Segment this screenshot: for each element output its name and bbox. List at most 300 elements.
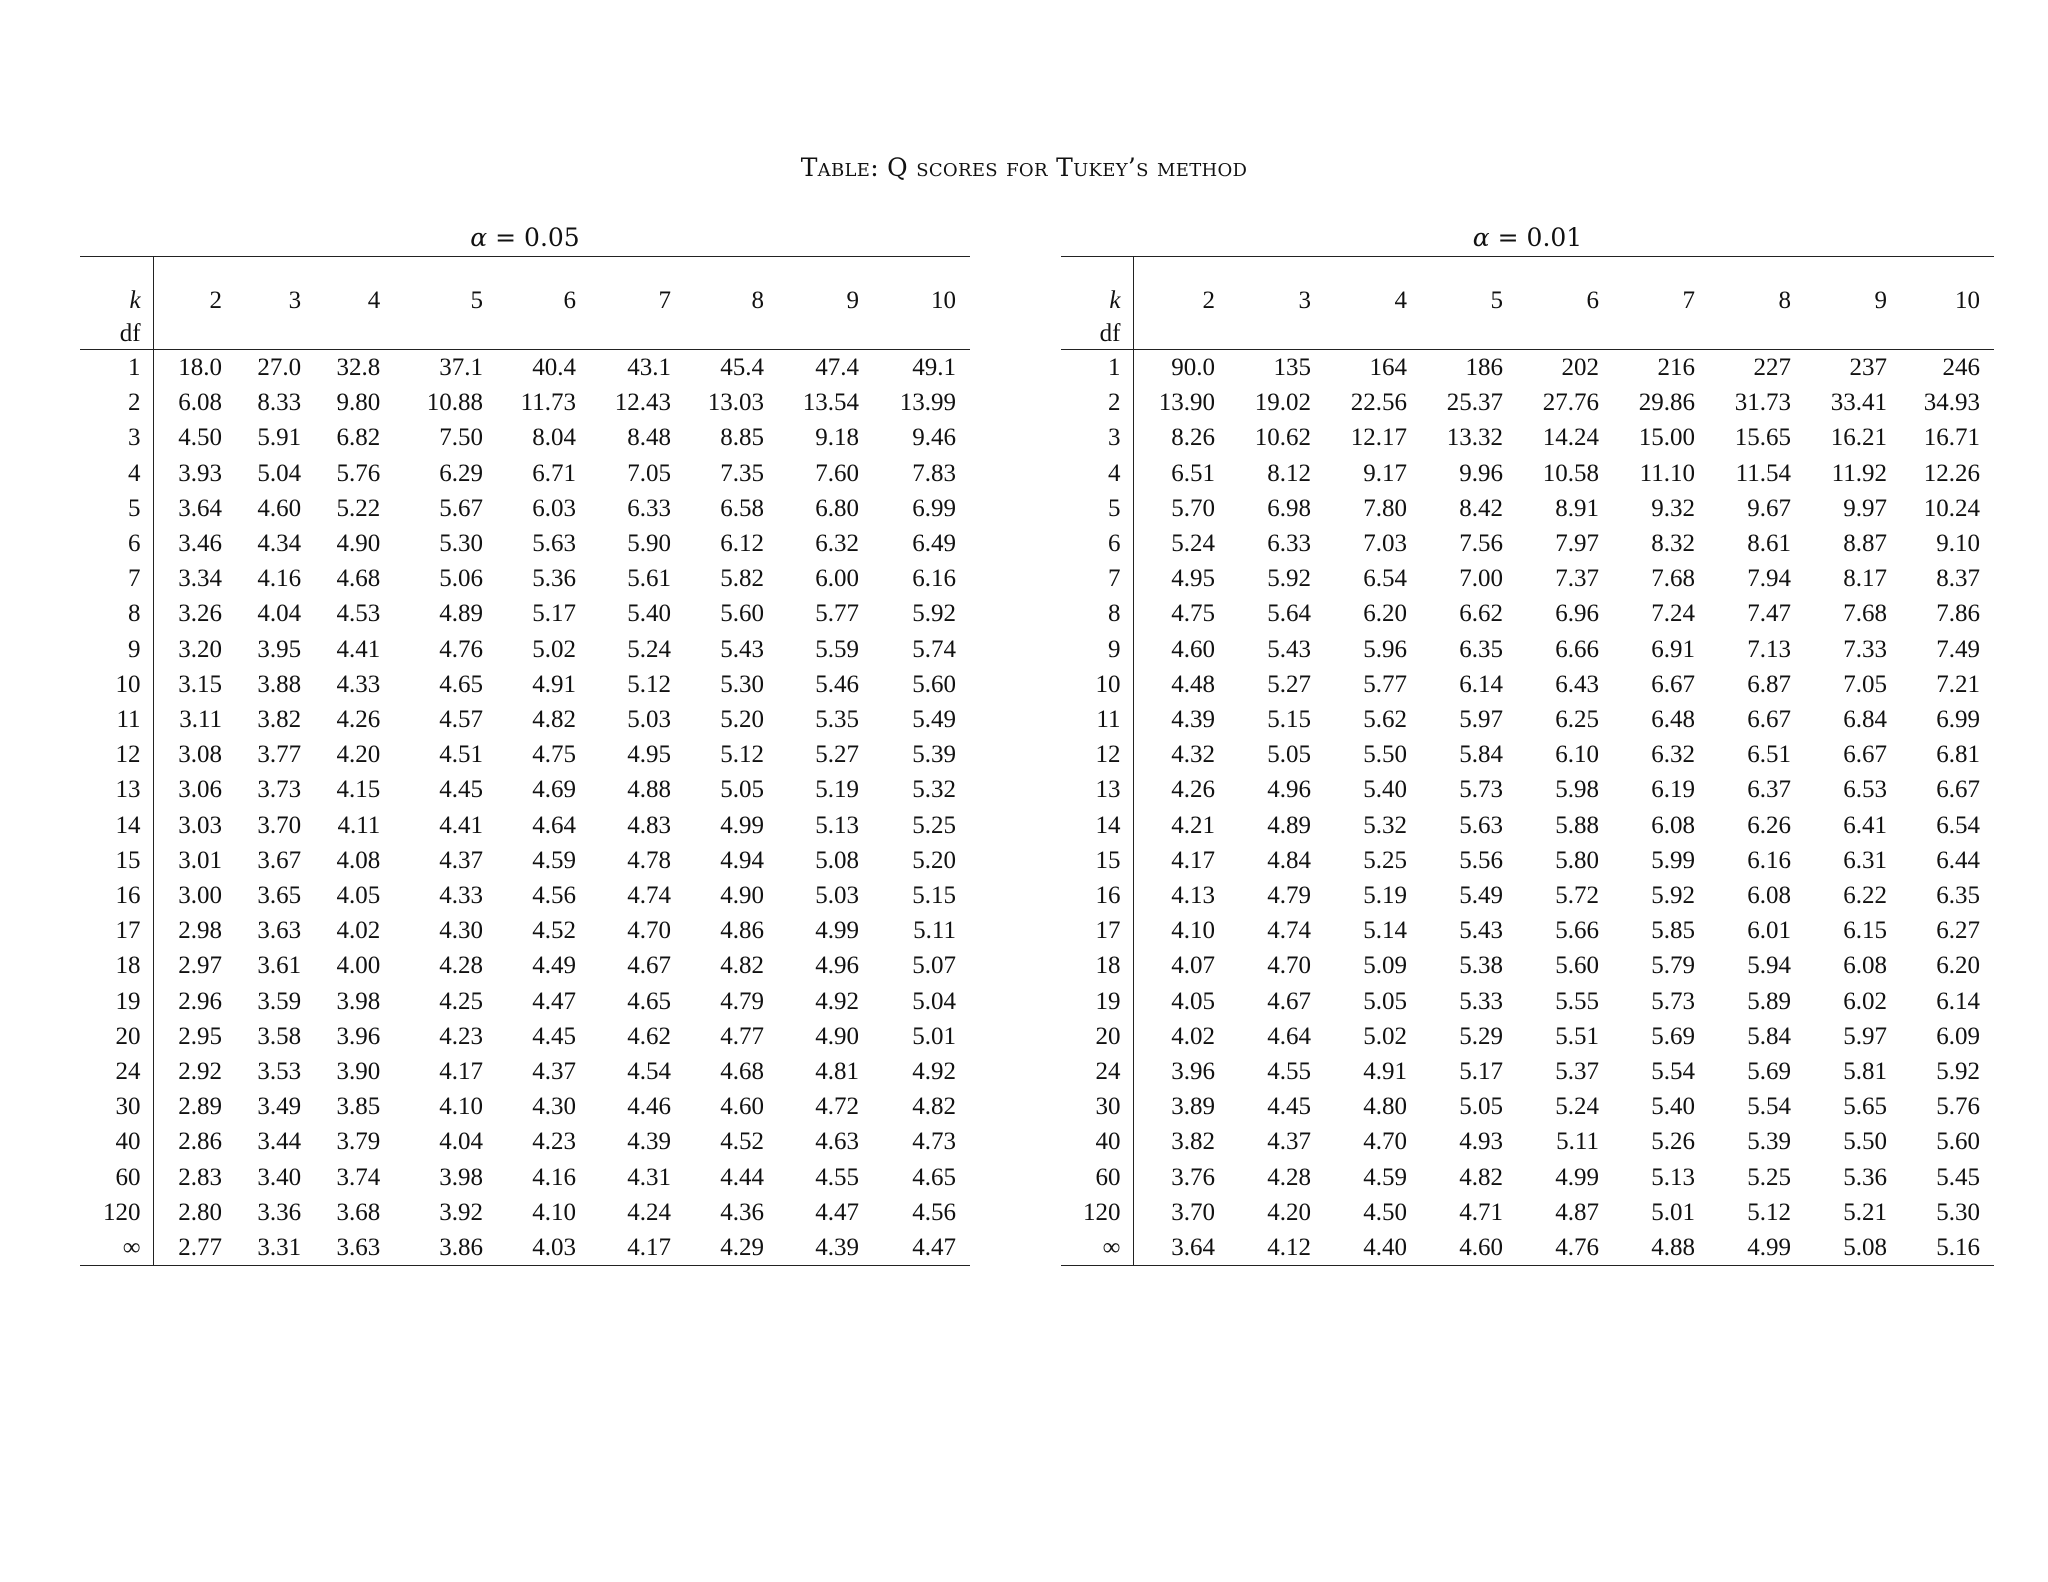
q-score: 13.90 xyxy=(1158,389,1215,417)
q-score: 6.99 xyxy=(912,494,956,522)
page-title xyxy=(0,153,2048,182)
q-score: 4.21 xyxy=(1171,811,1215,839)
q-score: 7.97 xyxy=(1555,530,1599,558)
q-score: 5.36 xyxy=(532,565,576,593)
q-score: 3.82 xyxy=(257,706,302,734)
k-label: k xyxy=(80,257,153,319)
q-score: 19.02 xyxy=(1254,389,1311,417)
q-score: 4.96 xyxy=(1267,776,1311,804)
table-row xyxy=(1061,632,1994,667)
q-score: 4.99 xyxy=(720,811,765,839)
q-score: 32.8 xyxy=(336,354,381,381)
q-score: 6.49 xyxy=(912,530,956,558)
df-value: 20 xyxy=(80,1019,153,1054)
q-score: 4.75 xyxy=(532,741,576,769)
df-spacer xyxy=(394,319,497,350)
q-score: 5.39 xyxy=(1747,1128,1791,1156)
q-score: 6.29 xyxy=(439,459,483,487)
df-value: 120 xyxy=(1061,1195,1133,1230)
q-score: 4.55 xyxy=(1267,1058,1311,1086)
table-row xyxy=(80,491,970,526)
q-score: 3.03 xyxy=(178,811,223,839)
q-score: 5.08 xyxy=(815,846,860,874)
q-score: 5.84 xyxy=(1459,741,1503,769)
q-score: 5.17 xyxy=(1459,1058,1503,1086)
k-value: 9 xyxy=(846,287,860,314)
q-score: 5.40 xyxy=(1363,776,1407,804)
q-score: 43.1 xyxy=(627,354,671,381)
q-score: 6.16 xyxy=(912,565,956,593)
q-score: 4.89 xyxy=(1267,811,1311,839)
q-score: 3.89 xyxy=(1171,1093,1215,1121)
q-score: 6.14 xyxy=(1459,670,1503,698)
q-score: 4.16 xyxy=(257,565,302,593)
q-score: 4.65 xyxy=(912,1163,956,1191)
q-score: 4.17 xyxy=(1171,846,1215,874)
df-spacer xyxy=(873,319,970,350)
q-score: 4.96 xyxy=(815,952,860,980)
q-score: 5.03 xyxy=(815,882,860,910)
q-score: 4.64 xyxy=(1267,1022,1311,1050)
df-spacer xyxy=(1901,319,1994,350)
k-value: 9 xyxy=(1874,287,1887,314)
q-score: 202 xyxy=(1561,354,1599,381)
q-score: 3.06 xyxy=(178,776,223,804)
q-score: 5.94 xyxy=(1747,952,1791,980)
q-score: 6.19 xyxy=(1651,776,1695,804)
q-score: 4.90 xyxy=(815,1022,860,1050)
q-score: 4.99 xyxy=(815,917,860,945)
q-score: 7.13 xyxy=(1747,635,1791,663)
q-score: 6.14 xyxy=(1936,987,1980,1015)
q-score: 3.31 xyxy=(236,1230,315,1266)
q-score: 5.97 xyxy=(1843,1022,1887,1050)
q-score: 3.77 xyxy=(257,741,302,769)
q-score: 5.97 xyxy=(1459,706,1503,734)
q-score: 4.62 xyxy=(627,1022,671,1050)
q-score: 5.17 xyxy=(532,600,576,628)
q-score: 3.95 xyxy=(257,635,302,663)
q-score: 4.04 xyxy=(439,1128,483,1156)
q-score: 4.45 xyxy=(439,776,483,804)
q-score: 4.32 xyxy=(1171,741,1215,769)
k-value: 4 xyxy=(1394,287,1407,314)
q-score: 4.82 xyxy=(720,952,765,980)
q-score: 5.49 xyxy=(912,706,956,734)
k-value: 8 xyxy=(1778,287,1791,314)
q-score: 3.74 xyxy=(336,1163,381,1191)
q-score: 4.25 xyxy=(439,987,483,1015)
q-score: 5.45 xyxy=(1936,1163,1980,1191)
q-score: 9.46 xyxy=(912,424,956,452)
q-score: 2.83 xyxy=(178,1163,223,1191)
q-score: 3.93 xyxy=(178,459,223,487)
table-row xyxy=(80,984,970,1019)
q-score: 7.33 xyxy=(1843,635,1887,663)
df-value: 30 xyxy=(80,1089,153,1124)
q-score: 6.41 xyxy=(1843,811,1887,839)
q-score: 4.13 xyxy=(1171,882,1215,910)
df-value: 30 xyxy=(1061,1089,1133,1124)
q-score: 7.24 xyxy=(1651,600,1695,628)
q-score: 3.70 xyxy=(1171,1198,1215,1226)
q-score: 5.50 xyxy=(1843,1128,1887,1156)
q-score: 5.25 xyxy=(1747,1163,1791,1191)
df-value: 17 xyxy=(1061,913,1133,948)
q-score: 6.20 xyxy=(1363,600,1407,628)
df-value: 12 xyxy=(80,737,153,772)
q-score: 4.76 xyxy=(439,635,483,663)
q-score: 4.24 xyxy=(627,1198,671,1226)
q-score: 5.63 xyxy=(532,530,576,558)
q-score: 6.51 xyxy=(1171,459,1215,487)
q-score: 8.32 xyxy=(1651,530,1695,558)
df-value: 9 xyxy=(80,632,153,667)
q-score: 5.30 xyxy=(1936,1198,1980,1226)
q-score: 4.49 xyxy=(532,952,576,980)
table-row xyxy=(80,385,970,420)
q-score: 5.80 xyxy=(1555,846,1599,874)
q-score: 7.68 xyxy=(1843,600,1887,628)
table-row xyxy=(80,948,970,983)
alpha-value: = 0.01 xyxy=(1497,223,1583,252)
q-score: 5.22 xyxy=(336,494,381,522)
df-value: 2 xyxy=(80,385,153,420)
q-score: 6.66 xyxy=(1555,635,1599,663)
q-score: 4.28 xyxy=(1267,1163,1311,1191)
q-score: 5.38 xyxy=(1459,952,1503,980)
q-score: 5.02 xyxy=(532,635,576,663)
q-score: 4.17 xyxy=(439,1058,483,1086)
q-score: 3.92 xyxy=(439,1198,483,1226)
q-score: 9.10 xyxy=(1936,530,1980,558)
q-score: 3.64 xyxy=(178,494,223,522)
table-row xyxy=(1061,491,1994,526)
q-score: 5.11 xyxy=(1556,1128,1599,1156)
df-spacer xyxy=(1325,319,1421,350)
q-score: 4.34 xyxy=(257,530,302,558)
q-score: 4.50 xyxy=(1363,1198,1407,1226)
q-score: 9.97 xyxy=(1843,494,1887,522)
q-score: 4.16 xyxy=(532,1163,576,1191)
q-score: 6.80 xyxy=(815,494,860,522)
q-table xyxy=(80,256,970,1266)
table-row xyxy=(1061,420,1994,455)
table-row xyxy=(1061,1160,1994,1195)
table-row xyxy=(80,737,970,772)
q-score: 8.61 xyxy=(1747,530,1791,558)
q-score: 37.1 xyxy=(439,354,483,381)
q-score: 4.89 xyxy=(439,600,483,628)
df-value: 5 xyxy=(80,491,153,526)
q-score: 6.09 xyxy=(1936,1022,1980,1050)
k-value: 2 xyxy=(209,287,223,314)
q-score: 4.99 xyxy=(1709,1230,1805,1266)
table-row xyxy=(1061,843,1994,878)
q-score: 7.05 xyxy=(1843,670,1887,698)
table-row xyxy=(1061,878,1994,913)
q-score: 4.10 xyxy=(439,1093,483,1121)
q-score: 4.55 xyxy=(815,1163,860,1191)
q-score: 6.16 xyxy=(1747,846,1791,874)
df-spacer xyxy=(590,319,685,350)
q-score: 216 xyxy=(1657,354,1695,381)
q-score: 34.93 xyxy=(1923,389,1980,417)
q-score: 3.67 xyxy=(257,846,302,874)
k-value: 4 xyxy=(367,287,381,314)
q-score: 5.92 xyxy=(1936,1058,1980,1086)
df-value: 19 xyxy=(1061,984,1133,1019)
q-score: 2.97 xyxy=(178,952,223,980)
k-value: 5 xyxy=(1490,287,1503,314)
q-score: 5.02 xyxy=(1363,1022,1407,1050)
table-row xyxy=(80,1230,970,1266)
df-value: 15 xyxy=(1061,843,1133,878)
q-score: 246 xyxy=(1942,354,1980,381)
table-row xyxy=(1061,913,1994,948)
q-score: 5.16 xyxy=(1901,1230,1994,1266)
df-spacer xyxy=(685,319,778,350)
q-score: 4.26 xyxy=(336,706,381,734)
q-score: 4.12 xyxy=(1229,1230,1325,1266)
k-value: 7 xyxy=(658,287,671,314)
q-score: 5.11 xyxy=(913,917,956,945)
q-score: 5.20 xyxy=(720,706,765,734)
q-score: 7.83 xyxy=(912,459,956,487)
table-row xyxy=(1061,667,1994,702)
q-score: 4.86 xyxy=(720,917,765,945)
q-score: 8.12 xyxy=(1267,459,1311,487)
q-score: 6.81 xyxy=(1936,741,1980,769)
q-score: 10.88 xyxy=(426,389,483,417)
q-score: 5.12 xyxy=(627,670,671,698)
table-row xyxy=(80,350,970,386)
q-score: 18.0 xyxy=(178,354,223,381)
q-score: 5.33 xyxy=(1459,987,1503,1015)
table-row xyxy=(80,632,970,667)
q-score: 4.75 xyxy=(1171,600,1215,628)
q-score: 5.72 xyxy=(1555,882,1599,910)
df-value: ∞ xyxy=(1061,1230,1133,1266)
table-row xyxy=(1061,1124,1994,1159)
q-score: 4.65 xyxy=(439,670,483,698)
q-score: 5.79 xyxy=(1651,952,1695,980)
df-spacer xyxy=(1133,319,1229,350)
q-score: 4.92 xyxy=(815,987,860,1015)
q-score: 6.84 xyxy=(1843,706,1887,734)
df-header-row xyxy=(80,319,970,350)
q-score: 4.47 xyxy=(873,1230,970,1266)
df-value: 2 xyxy=(1061,385,1133,420)
q-score: 5.05 xyxy=(720,776,765,804)
df-value: 4 xyxy=(80,456,153,491)
df-value: 13 xyxy=(1061,772,1133,807)
df-label: df xyxy=(1061,319,1133,350)
table-row xyxy=(1061,1230,1994,1266)
q-score: 7.47 xyxy=(1747,600,1791,628)
k-value: 7 xyxy=(1682,287,1695,314)
q-score: 3.40 xyxy=(257,1163,302,1191)
q-score: 186 xyxy=(1465,354,1503,381)
q-score: 4.39 xyxy=(1171,706,1215,734)
df-value: 19 xyxy=(80,984,153,1019)
q-score: 7.21 xyxy=(1936,670,1980,698)
q-score: 16.21 xyxy=(1830,424,1887,452)
q-score: 27.0 xyxy=(257,354,302,381)
q-score: 8.26 xyxy=(1171,424,1215,452)
df-spacer xyxy=(497,319,590,350)
q-score: 3.98 xyxy=(336,987,381,1015)
table-row xyxy=(80,1019,970,1054)
df-value: 6 xyxy=(80,526,153,561)
table-row xyxy=(1061,702,1994,737)
q-score: 7.80 xyxy=(1363,494,1407,522)
df-value: 4 xyxy=(1061,456,1133,491)
q-score: 8.87 xyxy=(1843,530,1887,558)
df-value: 8 xyxy=(1061,596,1133,631)
df-value: 60 xyxy=(1061,1160,1133,1195)
k-value: 6 xyxy=(1586,287,1599,314)
q-score: 3.44 xyxy=(257,1128,302,1156)
q-score: 7.50 xyxy=(439,424,483,452)
q-score: 3.85 xyxy=(336,1093,381,1121)
q-score: 6.51 xyxy=(1747,741,1791,769)
q-score: 4.41 xyxy=(439,811,483,839)
q-score: 6.08 xyxy=(1747,882,1791,910)
table-row xyxy=(80,878,970,913)
table-row xyxy=(80,1054,970,1089)
q-score: 15.65 xyxy=(1734,424,1791,452)
table-row xyxy=(80,702,970,737)
q-score: 4.54 xyxy=(627,1058,671,1086)
q-score: 6.99 xyxy=(1936,706,1980,734)
q-score: 5.19 xyxy=(1363,882,1407,910)
q-score: 5.37 xyxy=(1555,1058,1599,1086)
q-score: 6.10 xyxy=(1555,741,1599,769)
q-score: 90.0 xyxy=(1171,354,1215,381)
table-row xyxy=(1061,1054,1994,1089)
q-score: 4.79 xyxy=(720,987,765,1015)
q-score: 7.68 xyxy=(1651,565,1695,593)
q-score: 4.39 xyxy=(627,1128,671,1156)
q-score: 2.80 xyxy=(178,1198,223,1226)
q-score: 4.50 xyxy=(178,424,223,452)
q-score: 6.43 xyxy=(1555,670,1599,698)
q-score: 3.00 xyxy=(178,882,223,910)
q-score: 6.03 xyxy=(532,494,576,522)
k-value: 5 xyxy=(470,287,483,314)
q-score: 4.51 xyxy=(439,741,483,769)
df-value: 16 xyxy=(80,878,153,913)
q-score: 5.43 xyxy=(720,635,765,663)
q-score: 5.14 xyxy=(1363,917,1407,945)
q-score: 6.22 xyxy=(1843,882,1887,910)
q-score: 9.80 xyxy=(336,389,381,417)
q-score: 5.13 xyxy=(1651,1163,1695,1191)
df-value: 7 xyxy=(1061,561,1133,596)
q-score: 4.10 xyxy=(532,1198,576,1226)
q-score: 8.48 xyxy=(627,424,671,452)
alpha-value: = 0.05 xyxy=(495,223,580,252)
alpha-label xyxy=(80,220,970,256)
q-score: 4.82 xyxy=(1459,1163,1503,1191)
alpha-label xyxy=(1061,220,1994,256)
q-score: 4.47 xyxy=(815,1198,860,1226)
q-score: 4.78 xyxy=(627,846,671,874)
q-score: 4.60 xyxy=(1171,635,1215,663)
q-score: 4.67 xyxy=(1267,987,1311,1015)
q-score: 5.35 xyxy=(815,706,860,734)
q-score: 5.77 xyxy=(815,600,860,628)
q-score: 8.04 xyxy=(532,424,576,452)
q-score: 4.05 xyxy=(1171,987,1215,1015)
q-score: 6.91 xyxy=(1651,635,1695,663)
q-score: 5.74 xyxy=(912,635,956,663)
table-row xyxy=(1061,526,1994,561)
k-value: 10 xyxy=(1955,287,1980,314)
q-score: 5.32 xyxy=(912,776,956,804)
q-score: 10.24 xyxy=(1923,494,1980,522)
df-value: 11 xyxy=(1061,702,1133,737)
q-score: 5.73 xyxy=(1651,987,1695,1015)
q-score: 5.27 xyxy=(815,741,860,769)
q-score: 4.20 xyxy=(1267,1198,1311,1226)
df-spacer xyxy=(1709,319,1805,350)
q-score: 5.92 xyxy=(1267,565,1311,593)
q-score: 5.20 xyxy=(912,846,956,874)
df-value: 11 xyxy=(80,702,153,737)
q-score: 7.35 xyxy=(720,459,765,487)
q-score: 4.79 xyxy=(1267,882,1311,910)
df-value: 24 xyxy=(80,1054,153,1089)
q-score: 4.29 xyxy=(685,1230,778,1266)
df-value: 24 xyxy=(1061,1054,1133,1089)
q-score: 3.63 xyxy=(315,1230,394,1266)
q-score: 4.90 xyxy=(336,530,381,558)
df-value: 20 xyxy=(1061,1019,1133,1054)
q-score: 4.87 xyxy=(1555,1198,1599,1226)
q-score: 4.10 xyxy=(1171,917,1215,945)
q-score: 4.40 xyxy=(1325,1230,1421,1266)
q-score: 13.99 xyxy=(899,389,956,417)
q-score: 5.51 xyxy=(1555,1022,1599,1050)
q-score: 40.4 xyxy=(532,354,576,381)
q-score: 5.21 xyxy=(1843,1198,1887,1226)
q-score: 4.69 xyxy=(532,776,576,804)
q-score: 5.69 xyxy=(1747,1058,1791,1086)
k-value: 6 xyxy=(563,287,576,314)
q-score: 237 xyxy=(1849,354,1887,381)
q-score: 4.37 xyxy=(439,846,483,874)
q-score: 4.05 xyxy=(336,882,381,910)
q-score: 5.92 xyxy=(912,600,956,628)
q-score: 6.12 xyxy=(720,530,765,558)
q-score: 5.40 xyxy=(1651,1093,1695,1121)
q-score: 4.65 xyxy=(627,987,671,1015)
q-score: 3.59 xyxy=(257,987,302,1015)
q-score: 4.90 xyxy=(720,882,765,910)
q-score: 4.60 xyxy=(1421,1230,1517,1266)
q-score: 5.91 xyxy=(257,424,302,452)
title-prefix: Table: xyxy=(800,153,879,182)
q-score: 5.59 xyxy=(815,635,860,663)
q-score: 7.49 xyxy=(1936,635,1980,663)
q-score: 5.05 xyxy=(1267,741,1311,769)
q-score: 4.70 xyxy=(1267,952,1311,980)
q-score: 4.45 xyxy=(532,1022,576,1050)
table-row xyxy=(1061,385,1994,420)
q-score: 4.04 xyxy=(257,600,302,628)
